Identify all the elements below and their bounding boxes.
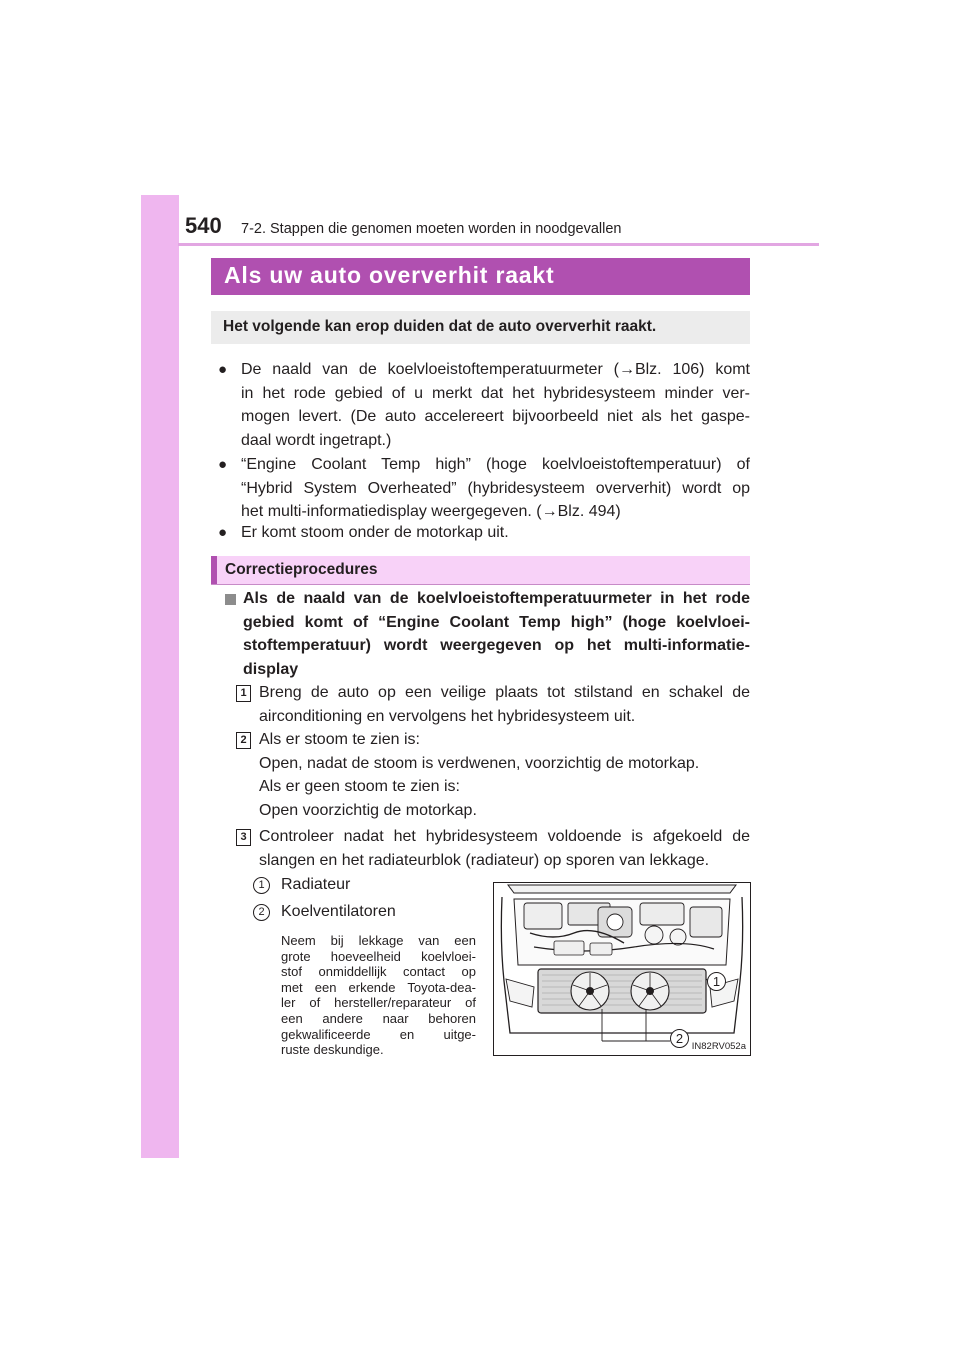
page-number: 540 (185, 213, 222, 238)
step-number-box: 2 (236, 732, 251, 749)
intro-box (211, 311, 750, 344)
step-line: Als er stoom te zien is: (259, 731, 420, 748)
bullet-item (241, 358, 750, 452)
note-line: Neem bij lekkage van een (281, 933, 476, 948)
step-line: Open voorzichtig de motorkap. (259, 801, 477, 819)
bullet-line: in het rode gebied of u merkt dat het hybridesysteem minder ver- (241, 384, 750, 402)
note-line: gekwalificeerde en uitge- (281, 1026, 476, 1042)
bullet-line: De naald van de koelvloeistoftemperatuurmeter (→Blz. 106) komt (241, 361, 750, 378)
bullet-icon: ● (218, 361, 228, 378)
step-text (259, 681, 750, 728)
step-line: Open, nadat de stoom is verdwenen, voorzichtig de motorkap. (259, 754, 700, 772)
bullet-line: “Engine Coolant Temp high” (hoge koelvloeistoftemperatuur) of (241, 456, 750, 473)
bullet-item (241, 453, 750, 524)
note-line: met een erkende Toyota-dea- (281, 979, 476, 995)
section-heading: Correctieprocedures (225, 561, 378, 578)
legend-number-2: 2 (253, 904, 270, 921)
step-number-box: 3 (236, 829, 251, 846)
engine-bay-figure (493, 882, 751, 1056)
subheading-line: Als de naald van de koelvloeistoftemperatuurmeter in het rode (243, 590, 750, 607)
chapter-sidebar-tab (141, 195, 179, 1158)
note-line: een andere naar behoren (281, 1010, 476, 1026)
subheading-line: gebied komt of “Engine Coolant Temp high” (hoge koelvloei- (243, 613, 750, 631)
note-line: ler of hersteller/reparateur of (281, 995, 476, 1011)
subheading (243, 587, 750, 681)
legend-number-1: 1 (253, 877, 270, 894)
running-header: 7-2. Stappen die genomen moeten worden in noodgevallen (241, 221, 622, 237)
engine-bay-illustration (494, 883, 750, 1055)
bullet-icon: ● (218, 456, 228, 473)
bullet-line: mogen levert. (De auto accelereert bijvoorbeeld niet als het gaspe- (241, 408, 750, 425)
section-heading-box (211, 556, 750, 585)
step-line: Controleer nadat het hybridesysteem voldoende is afgekoeld de (259, 828, 750, 845)
bullet-item (241, 521, 750, 545)
step-line: airconditioning en vervolgens het hybridesysteem uit. (259, 707, 636, 725)
callout-2: 2 (670, 1029, 689, 1048)
step-text (259, 825, 750, 872)
header-rule (178, 243, 819, 246)
legend-label-radiator: Radiateur (281, 876, 351, 893)
note-line: stof onmiddellijk contact op (281, 964, 476, 980)
figure-code: IN82RV052a (691, 1041, 746, 1052)
legend-label-fans: Koelventilatoren (281, 903, 396, 920)
bullet-line: Er komt stoom onder de motorkap uit. (241, 524, 509, 541)
page-title: Als uw auto oververhit raakt (224, 262, 555, 288)
callout-1: 1 (707, 972, 726, 991)
intro-text: Het volgende kan erop duiden dat de auto oververhit raakt. (223, 318, 657, 335)
step-number-box: 1 (236, 685, 251, 702)
step-text (259, 728, 750, 775)
bullet-line: het multi-informatiedisplay weergegeven. (→Blz. 494) (241, 503, 621, 520)
step-line: Als er geen stoom te zien is: (259, 778, 460, 795)
leak-note (281, 933, 476, 1058)
bullet-icon: ● (218, 524, 228, 541)
subheading-line: display (243, 660, 299, 678)
step-line: slangen en het radiateurblok (radiateur) op sporen van lekkage. (259, 851, 710, 869)
note-line: ruste deskundige. (281, 1042, 384, 1058)
title-banner (211, 258, 750, 295)
note-line: grote hoeveelheid koelvloei- (281, 948, 476, 964)
square-bullet-icon (225, 594, 236, 605)
step-line: Breng de auto op een veilige plaats tot stilstand en schakel de (259, 684, 750, 701)
subheading-line: stoftemperatuur) wordt weergegeven op het multi-informatie- (243, 637, 750, 654)
step-text (259, 775, 750, 822)
bullet-line: daal wordt ingetrapt.) (241, 431, 392, 449)
bullet-line: “Hybrid System Overheated” (hybridesysteem oververhit) wordt op (241, 479, 750, 497)
